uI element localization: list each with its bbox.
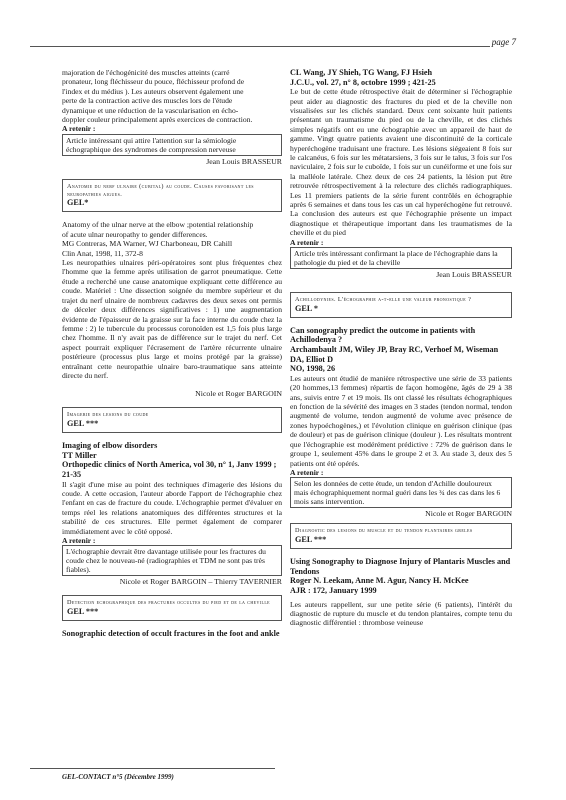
section-header [62, 407, 282, 433]
retenir-text: Article très intéressant confirmant la place de l'échographie dans la pathologie du pied et de la cheville [290, 247, 512, 269]
gel-rating: GEL * [295, 303, 318, 313]
article-body: Le but de cette étude rétrospective était de déterminer si l'échographie peut aider au diagnostic des fractures du pied et de la cheville non visualisées sur les clichés standard. Deux cent soixante huit patients présentant un traumatisme du pied ou de la cheville, et des clichés simples négatifs ont eu une échographie avec un appareil de haut de gamme. Vingt quatre patients avaient une discontinuité de la corticale hyperéchogène traduisant une fracture. Les lésions siégeaient 8 fois sur le calcanéus, 6 fois sur les métatarsiens, 3 fois sur le talus, 3 fois sur l'os naviculaire, 2 fois sur le cuboïde, 1 fois sur un cunéiforme et une fois sur la malléole latérale. Chez deux de ces 24 patients, la lésion put être retrouvée rétrospectivement à la relecture des clichés radiographiques. Les 11 premiers patients de la série furent contrôlés en échographie après 6 semaines et dans tous les cas un cal hyperéchogène fut retrouvé. La conclusion des auteurs est que l'échographie présente un impact diagnostique et thérapeutique important dans les traumatismes de la cheville et du pied [290, 87, 512, 238]
retenir-label: A retenir : [62, 535, 96, 545]
section-title: Diagnostic des lesions du muscle et du tendon plantaires greles [295, 527, 473, 535]
article-reference: J.C.U., vol. 27, n° 8, octobre 1999 ; 421-25 [290, 77, 436, 87]
section-header [62, 595, 282, 621]
retenir-text: Article intéressant qui attire l'attention sur la sémiologie échographique des syndromes de compression nerveuse [62, 134, 282, 156]
article-title: Using Sonography to Diagnose Injury of Plantaris Muscles and Tendons [290, 557, 511, 576]
article-body: Les auteurs rappellent, sur une petite série (6 patients), l'intérêt du diagnostic de rupture du muscle et du tendon plantaires, compte tenu du diagnostic différentiel : thrombose veineuse [290, 599, 512, 628]
article-reference: NO, 1998, 26 [290, 364, 336, 374]
retenir-label: A retenir : [62, 124, 96, 134]
section-header [290, 523, 512, 549]
article-reference: Orthopedic clinics of North America, vol 30, n° 1, Janv 1999 ; 21-35 [62, 460, 277, 479]
article-reference: AJR : 172, January 1999 [290, 585, 377, 595]
citation-line: Clin Anat, 1998, 11, 372-8 [62, 248, 143, 258]
article-author: TT Miller [62, 450, 97, 460]
retenir-box [62, 536, 282, 576]
signature: Nicole et Roger BARGOIN [195, 389, 282, 399]
citation-line: of acute ulnar neuropathy to gender differences. [62, 229, 208, 239]
gel-rating: GEL *** [295, 535, 327, 545]
section-title: Detection echographique des fractures occultes du pied et de la cheville [67, 599, 271, 607]
article-title: Imaging of elbow disorders [62, 441, 158, 451]
article-title: Sonographic detection of occult fractures in the foot and ankle [62, 629, 280, 639]
article-body: Les neuropathies ulnaires péri-opératoires sont plus fréquentes chez l'homme que la femme après utilisation de garrot pneumatique. Cette étude a recherché une cause anatomique expliquant cette différence au coude. Matériel : Une dissection soignée du membre supérieur et du trajet du nerf ulnaire de nombreux cadavres des deux sexes ont permis de déceler deux différences significatives : 1) une augmentation évidente de l'épaisseur de la graisse sur la face interne du coude chez la femme : 2) le tubercule du processus coronoïden est 1,5 fois plus large chez l'homme. Il n'y avait pas de différence sur le trajet du nerf. Cet aspect pourrait expliquer l'écrasement de l'artère récurrente ulnaire postérieure (processus plus large et moins protégé par la graisse) entraînant cette neuropathie ulnaire baro-traumatique sans atteinte directe du nerf. [62, 258, 282, 380]
citation-line: MG Contreras, MA Warner, WJ Charboneau, DR Cahill [62, 239, 233, 249]
article-body: Il s'agit d'une mise au point des techniques d'imagerie des lésions du coude. A cette occasion, l'auteur aborde l'apport de l'échographie chez l'enfant en cas de fracture du coude. L'échographie permet d'évaluer en temps réel les relations anatomiques des différentes structures et la stabilité de ces structures. Elle permet également de comparer immédiatement avec le côté opposé. [62, 479, 282, 536]
section-title: Anatomie du nerf ulnaire (cubital) au coude. Causes favorisant les neuropathies aigues. [67, 182, 254, 198]
citation-line: Anatomy of the ulnar nerve at the elbow ;potential relationship [62, 220, 254, 230]
section-header [290, 292, 512, 318]
retenir-box [62, 124, 282, 155]
article-citation [62, 220, 282, 258]
intro-line: l'index et du médius ). Les auteurs observent également une [62, 86, 244, 96]
retenir-box [290, 468, 512, 508]
right-column [290, 68, 512, 628]
section-title: Imagerie des lesions du coude [67, 411, 149, 419]
left-column [62, 68, 282, 639]
signature: Nicole et Roger BARGOIN – Thierry TAVERNIER [119, 577, 282, 587]
intro-line: doppler couleur principalement après exercices de contraction. [62, 115, 253, 125]
signature: Jean Louis BRASSEUR [436, 270, 512, 280]
section-title: Achillodynies. L'échographie a-t-elle une valeur pronostique ? [295, 296, 472, 304]
retenir-text: Selon les données de cette étude, un tendon d'Achille douloureux mais échographiquement normal guéri dans les ¾ des cas dans les 6 mois sans intervention. [290, 477, 512, 508]
footer-rule [30, 768, 275, 769]
article-authors: Archambault JM, Wiley JP, Bray RC, Verhoef M, Wiseman DA, Elliot D [290, 345, 499, 364]
intro-line: majoration de l'échogénicité des muscles atteints (carré [62, 68, 230, 77]
page-number: page 7 [491, 37, 516, 47]
signature: Nicole et Roger BARGOIN [425, 509, 512, 519]
gel-rating: GEL *** [67, 419, 99, 429]
intro-paragraph [62, 68, 282, 124]
retenir-label: A retenir : [290, 237, 324, 247]
gel-rating: GEL *** [67, 607, 99, 617]
gel-rating: GEL* [67, 198, 89, 208]
article-title: Can sonography predict the outcome in patients with Achillodenya ? [290, 325, 476, 345]
header-rule [30, 46, 490, 47]
section-header [62, 179, 282, 213]
article-authors: Roger N. Leekam, Anne M. Agur, Nancy H. McKee [290, 576, 469, 586]
intro-line: pronateur, long fléchisseur du pouce, fléchisseur profond de [62, 77, 245, 87]
article-body: Les auteurs ont étudié de manière rétrospective une série de 33 patients (20 hommes,13 femmes) répartis de façon homogène, âgés de 29 à 38 ans, suivis entre 7 et 19 mois. Ils ont classé les résultats échographiques en fonction de la sévérité des images en 3 stades (tendon normal, tendon augmenté de volume, tendon augmenté de volume avec présence de zones hypoéchogènes,) et l'évolution clinique en guérison clinique (pas de douleur) et pas de guérison clinique (douleur ). Les résultats montrent que l'échographie est modérément prédictive : 72% de guérison dans le groupe 1, seulement 45% dans le groupe 2 et 3. Au stade 3, deux des 5 patients ont été opérés. [290, 373, 512, 468]
retenir-label: A retenir : [290, 467, 324, 477]
signature: Jean Louis BRASSEUR [206, 156, 282, 166]
page-footer: GEL-CONTACT n°5 (Décembre 1999) [62, 773, 174, 781]
retenir-box [290, 238, 512, 269]
intro-line: perte de la contraction active des muscles lors de l'étude [62, 96, 233, 106]
intro-line: dynamique et une réduction de la vascularisation en écho- [62, 105, 239, 115]
retenir-text: L'échographie devrait être davantage utilisée pour les fractures du coude chez le nouveau-né (radiographies et TDM ne sont pas très fiables). [62, 545, 282, 576]
article-authors: CL Wang, JY Shieh, TG Wang, FJ Hsieh [290, 68, 433, 77]
